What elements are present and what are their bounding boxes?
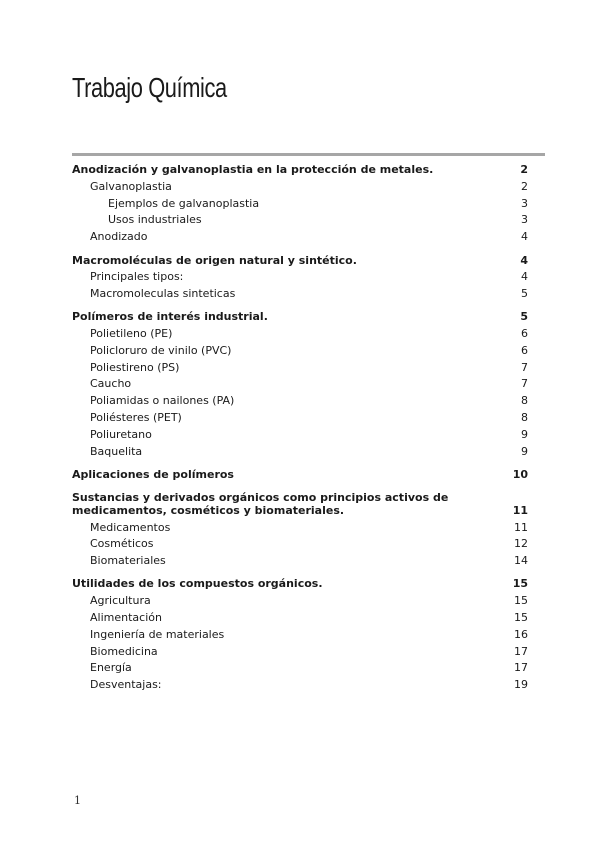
toc-entry-text: Desventajas: [90,678,162,692]
toc-entry-page: 2 [520,163,528,177]
toc-subsection[interactable] [72,179,528,196]
toc-entry-page: 6 [521,327,528,341]
toc-subsection[interactable] [72,627,528,644]
toc-section[interactable] [72,490,528,519]
toc-entry-text: Utilidades de los compuestos orgánicos. [72,577,323,591]
toc-subsection[interactable] [72,660,528,677]
toc-entry-text: Anodización y galvanoplastia en la protección de metales. [72,163,434,177]
toc-entry-text: Poliestireno (PS) [90,360,180,374]
toc-entry-page: 17 [514,644,528,658]
toc-subsection[interactable] [72,212,528,229]
toc-entry-page: 4 [521,230,528,244]
toc-entry-text: Alimentación [90,610,162,624]
toc-subsection[interactable] [72,427,528,444]
toc-entry-page: 4 [520,253,528,267]
toc-entry-page: 11 [512,503,528,517]
toc-subsection[interactable] [72,593,528,610]
toc-entry-page: 9 [521,444,528,458]
toc-entry-text: Medicamentos [90,520,171,534]
toc-entry-page: 12 [514,537,528,551]
toc-entry-text: Poliamidas o nailones (PA) [90,394,235,408]
toc-subsection[interactable] [72,410,528,427]
toc-subsection[interactable] [72,229,528,246]
toc-subsection[interactable] [72,393,528,410]
toc-subsection[interactable] [72,519,528,536]
toc-entry-text: Poliésteres (PET) [90,411,182,425]
toc-subsection[interactable] [72,360,528,377]
toc-entry-text: Principales tipos: [90,270,184,284]
toc-subsection[interactable] [72,326,528,343]
toc-entry-text: Caucho [90,377,132,391]
toc-subsection[interactable] [72,196,528,213]
toc-entry-page: 10 [512,467,528,481]
toc-entry-page: 17 [514,661,528,675]
page-number: 1 [74,794,81,807]
toc-section[interactable] [72,576,528,593]
toc-entry-text: Sustancias y derivados orgánicos como principios activos de medicamentos, cosméticos y biomateriales. [72,491,449,517]
toc-entry-page: 6 [521,343,528,357]
toc-entry-page: 15 [514,594,528,608]
toc-entry-page: 11 [514,520,528,534]
toc-subsection[interactable] [72,444,528,461]
toc-entry-page: 16 [514,627,528,641]
document-title: Trabajo Química [72,72,227,103]
toc-entry-page: 2 [521,179,528,193]
toc-entry-text: Aplicaciones de polímeros [72,467,234,481]
toc-entry-page: 3 [521,213,528,227]
toc-entry-page: 4 [521,270,528,284]
toc-entry-text: Cosméticos [90,537,154,551]
toc-entry-text: Baquelita [90,444,143,458]
toc-entry-page: 19 [514,678,528,692]
toc-entry-text: Agricultura [90,594,151,608]
toc-section[interactable] [72,162,528,179]
toc-subsection[interactable] [72,286,528,303]
toc-entry-page: 15 [512,577,528,591]
toc-divider [72,153,545,156]
toc-entry-text: Macromoléculas de origen natural y sintético. [72,253,357,267]
toc-entry-text: Policloruro de vinilo (PVC) [90,343,232,357]
toc-subsection[interactable] [72,677,528,694]
toc-entry-page: 7 [521,377,528,391]
toc-entry-page: 3 [521,196,528,210]
toc-entry-text: Macromoleculas sinteticas [90,287,236,301]
toc-subsection[interactable] [72,536,528,553]
toc-entry-page: 8 [521,394,528,408]
toc-entry-page: 5 [521,287,528,301]
toc-subsection[interactable] [72,643,528,660]
toc-entry-page: 7 [521,360,528,374]
toc-subsection[interactable] [72,553,528,570]
toc-entry-text: Galvanoplastia [90,179,172,193]
toc-entry-text: Polímeros de interés industrial. [72,310,268,324]
toc-entry-text: Biomateriales [90,554,166,568]
toc-entry-page: 15 [514,610,528,624]
toc-section[interactable] [72,309,528,326]
toc-subsection[interactable] [72,610,528,627]
toc-entry-text: Poliuretano [90,427,152,441]
toc-subsection[interactable] [72,376,528,393]
toc-entry-text: Biomedicina [90,644,158,658]
toc-entry-text: Usos industriales [108,213,202,227]
toc-entry-text: Energía [90,661,132,675]
toc-entry-text: Polietileno (PE) [90,327,173,341]
toc-entry-text: Anodizado [90,230,148,244]
table-of-contents [72,162,528,694]
toc-subsection[interactable] [72,269,528,286]
toc-entry-page: 5 [520,310,528,324]
toc-section[interactable] [72,467,528,484]
toc-entry-page: 14 [514,554,528,568]
toc-subsection[interactable] [72,343,528,360]
toc-section[interactable] [72,252,528,269]
toc-entry-text: Ingeniería de materiales [90,627,225,641]
toc-entry-page: 9 [521,427,528,441]
toc-entry-text: Ejemplos de galvanoplastia [108,196,260,210]
toc-entry-page: 8 [521,411,528,425]
